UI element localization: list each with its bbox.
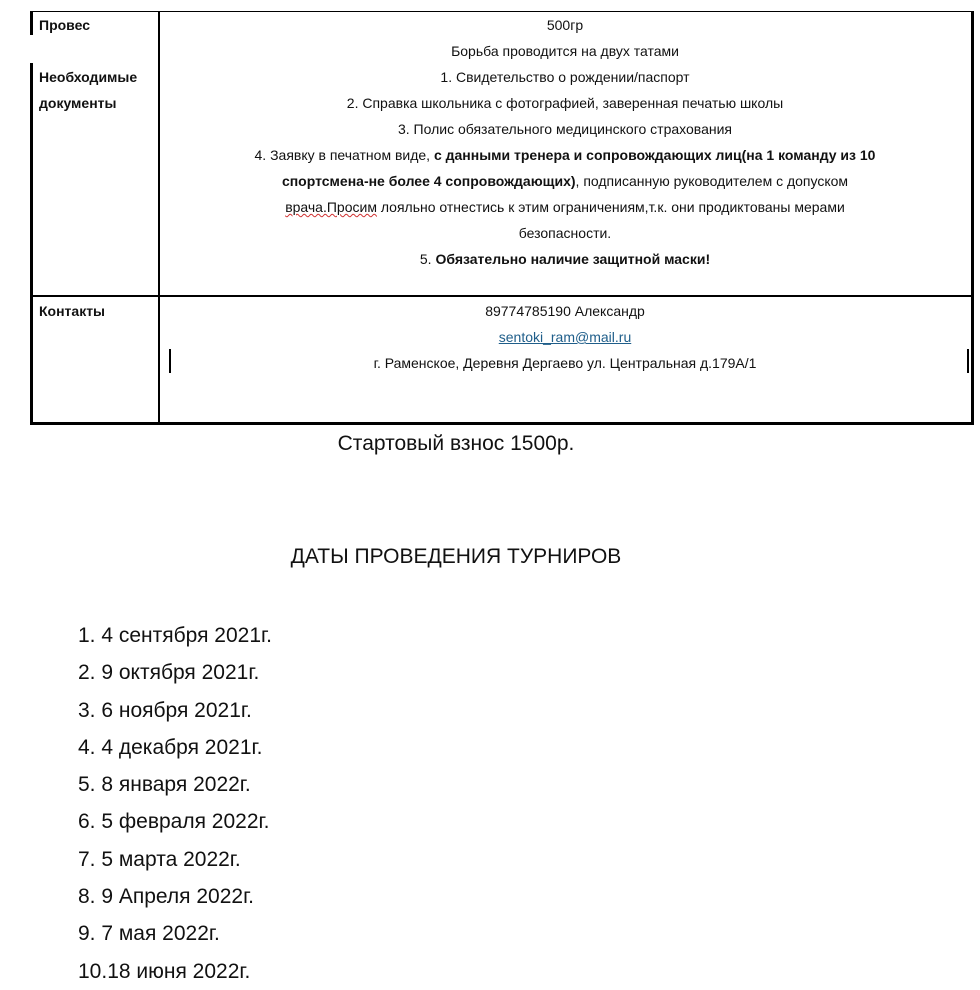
date-item: 8. 9 Апреля 2022г.: [78, 885, 255, 909]
weight-value: 500гр: [546, 17, 584, 33]
contact-phone: 89774785190 Александр: [485, 303, 645, 319]
doc4-bold-line1: с данными тренера и сопровождающих лиц(на 1 команду из 10: [433, 147, 876, 163]
text-cursor-left: [169, 349, 171, 373]
doc-item-4-line3: [163, 194, 967, 220]
row-divider: [158, 295, 971, 297]
doc-item-2: 2. Справка школьника с фотографией, заверенная печатью школы: [346, 95, 784, 111]
date-item: 7. 5 марта 2022г.: [78, 847, 241, 871]
dates-title: ДАТЫ ПРОВЕДЕНИЯ ТУРНИРОВ: [290, 545, 622, 568]
date-item: 10.18 июня 2022г.: [78, 959, 251, 983]
doc4-rest-line2: , подписанную руководителем с допуском: [575, 173, 849, 189]
contact-email-link[interactable]: sentoki_ram@mail.ru: [498, 329, 632, 345]
date-item: 4. 4 декабря 2021г.: [78, 735, 263, 759]
doc-item-4-line4: безопасности.: [518, 225, 612, 241]
date-item: 9. 7 мая 2022г.: [78, 922, 220, 946]
fighting-note: Борьба проводится на двух татами: [451, 43, 679, 59]
doc-item-3: 3. Полис обязательного медицинского страхования: [397, 121, 732, 137]
doc4-prefix: 4. Заявку в печатном виде,: [254, 147, 434, 163]
contact-address: г. Раменское, Деревня Дергаево ул. Центральная д.179А/1: [373, 355, 757, 371]
contact-email-row: [163, 324, 967, 350]
column-divider: [158, 12, 160, 422]
contacts-label: Контакты: [39, 303, 106, 319]
documents-cell: [163, 38, 967, 272]
date-item: 5. 8 января 2022г.: [78, 773, 251, 797]
date-item: 3. 6 ноября 2021г.: [78, 698, 252, 722]
row-divider-left: [33, 295, 158, 297]
contacts-cell: [163, 298, 967, 376]
date-item: 2. 9 октября 2021г.: [78, 661, 260, 685]
doc5-prefix: 5.: [419, 251, 436, 267]
entry-fee: Стартовый взнос 1500р.: [337, 432, 575, 455]
documents-label: [39, 64, 137, 116]
doc5-bold: Обязательно наличие защитной маски!: [435, 251, 711, 267]
documents-label-line2: документы: [39, 95, 117, 111]
doc-item-4-line1: [163, 142, 967, 168]
date-item: 6. 5 февраля 2022г.: [78, 810, 270, 834]
dates-list: [78, 617, 272, 990]
border-gap: [29, 35, 35, 63]
doc-item-1: 1. Свидетельство о рождении/паспорт: [440, 69, 690, 85]
doc4-bold-line2: спортсмена-не более 4 сопровождающих): [281, 173, 576, 189]
doc-item-5: [163, 246, 967, 272]
doc4-line3-rest: лояльно отнестись к этим ограничениям,т.к. они продиктованы мерами: [376, 199, 845, 215]
spellcheck-word: врача.Просим: [285, 199, 377, 215]
date-item: 1. 4 сентября 2021г.: [78, 624, 272, 647]
documents-label-line1: Необходимые: [39, 69, 138, 85]
text-cursor-right: [967, 349, 969, 373]
info-table: [30, 11, 974, 425]
doc-item-4-line2: [163, 168, 967, 194]
weight-label: Провес: [39, 17, 90, 33]
